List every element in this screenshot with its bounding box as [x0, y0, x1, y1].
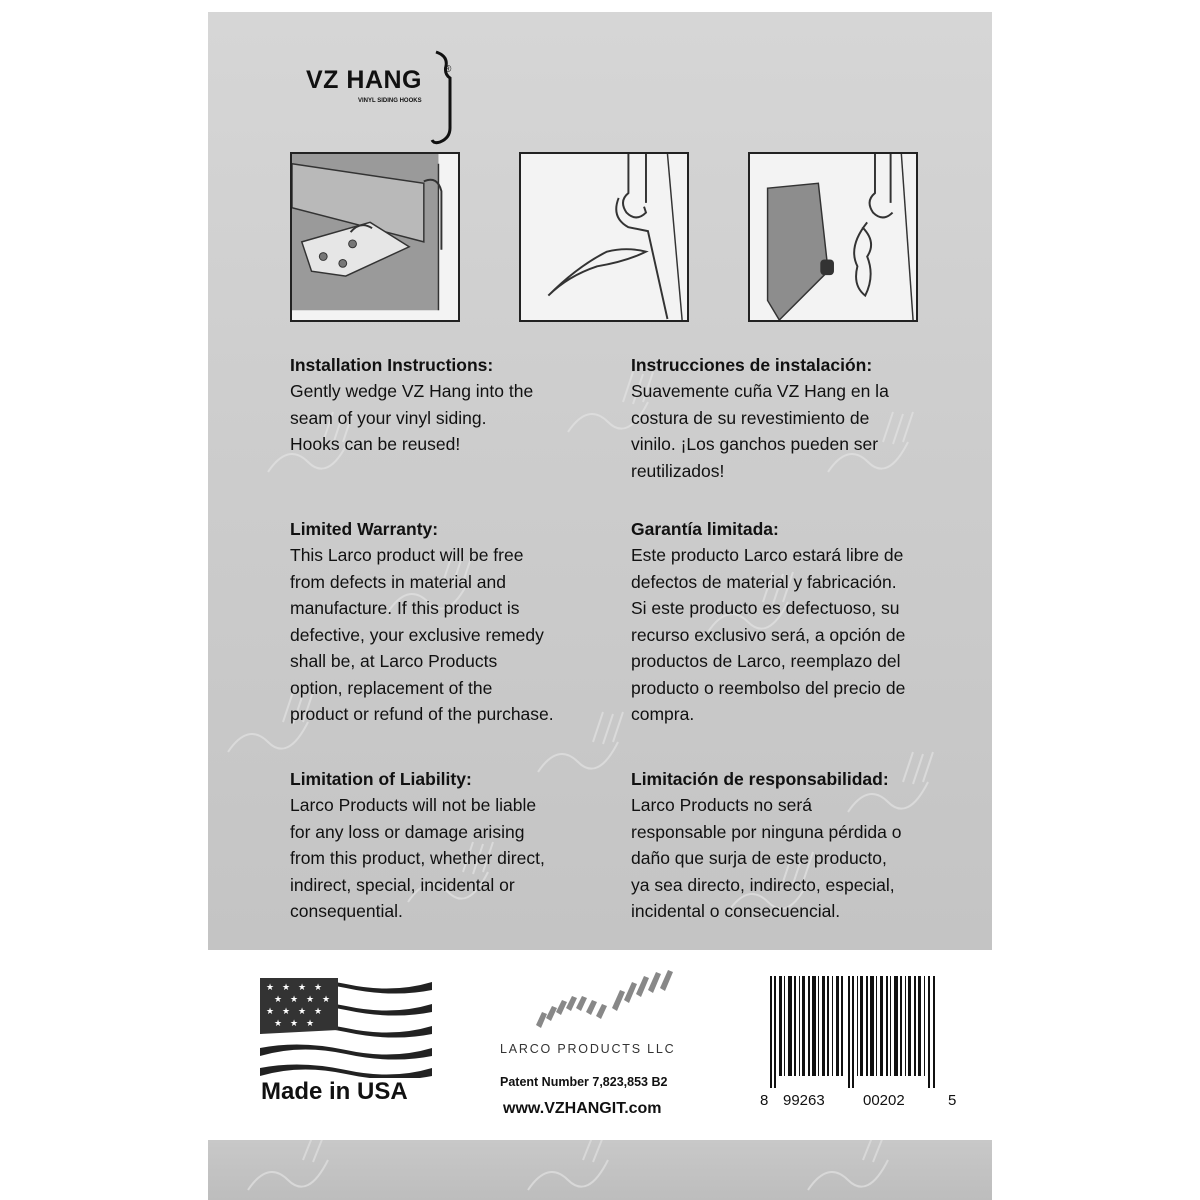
barcode-digit-group: 8 [760, 1092, 769, 1109]
installation-line: Suavemente cuña VZ Hang en la [631, 381, 889, 401]
hook-installed-on-siding-icon [292, 154, 458, 320]
liability-title-es: Limitación de responsabilidad: [631, 769, 889, 789]
warranty-line: product or refund of the purchase. [290, 704, 554, 724]
brand-logo-subtitle: VINYL SIDING HOOKS [358, 98, 422, 104]
diagram-panel-1 [290, 152, 460, 322]
us-flag-icon [260, 978, 432, 1078]
installation-section-es [631, 352, 961, 484]
svg-text:★: ★ [314, 983, 323, 993]
liability-line: indirect, special, incidental or [290, 874, 515, 895]
svg-text:★: ★ [290, 1019, 299, 1029]
warranty-line: productos de Larco, reemplazo del [631, 651, 901, 671]
svg-text:★: ★ [290, 995, 299, 1005]
warranty-line: option, replacement of the [290, 677, 493, 698]
liability-line: for any loss or damage arising [290, 821, 525, 842]
warranty-line: Este producto Larco estará libre de [631, 545, 904, 565]
company-name: LARCO PRODUCTS LLC [500, 1042, 676, 1056]
barcode-icon [770, 976, 940, 1088]
installation-line: Gently wedge VZ Hang into the [290, 381, 534, 401]
installation-line: seam of your vinyl siding. [290, 407, 487, 428]
liability-line: incidental o consecuencial. [631, 901, 841, 921]
warranty-line: recurso exclusivo será, a opción de [631, 624, 906, 645]
liability-title-en: Limitation of Liability: [290, 769, 472, 789]
bottom-watermark-strip [208, 1140, 992, 1200]
warranty-line: manufacture. If this product is [290, 598, 520, 618]
website-url: www.VZHANGIT.com [503, 1100, 662, 1117]
svg-text:★: ★ [306, 1019, 315, 1029]
installation-section-en [290, 352, 620, 458]
warranty-line: from defects in material and [290, 571, 506, 592]
warranty-line: compra. [631, 704, 695, 724]
warranty-section-es [631, 516, 961, 728]
registered-mark: ® [444, 64, 452, 75]
warranty-line: This Larco product will be free [290, 545, 524, 565]
barcode-digit-group: 5 [948, 1092, 957, 1109]
warranty-line: shall be, at Larco Products [290, 651, 498, 671]
warranty-line: producto o reembolso del precio de [631, 677, 906, 698]
hook-wedged-into-seam-icon [521, 154, 687, 320]
vz-hang-hook-logo-icon [308, 40, 478, 150]
svg-text:★: ★ [314, 1007, 323, 1017]
installation-line: costura de su revestimiento de [631, 407, 870, 428]
svg-text:★: ★ [266, 983, 275, 993]
larco-logo-icon [534, 970, 684, 1045]
svg-text:★: ★ [282, 983, 291, 993]
svg-text:★: ★ [306, 995, 315, 1005]
installation-line: reutilizados! [631, 460, 725, 481]
svg-text:★: ★ [274, 1019, 283, 1029]
brand-logo-text: VZ HANG [306, 66, 422, 94]
svg-text:★: ★ [298, 1007, 307, 1017]
liability-section-en [290, 766, 620, 925]
svg-text:★: ★ [274, 995, 283, 1005]
larco-watermark-pattern [208, 1140, 992, 1200]
barcode-digit-group: 00202 [863, 1092, 905, 1109]
liability-line: responsable por ninguna pérdida o [631, 821, 902, 842]
warranty-title-en: Limited Warranty: [290, 519, 439, 539]
liability-line: from this product, whether direct, [290, 848, 545, 868]
barcode-digit-group: 99263 [783, 1092, 825, 1109]
liability-line: Larco Products will not be liable [290, 795, 537, 815]
diagram-panel-3 [748, 152, 918, 322]
svg-text:★: ★ [266, 1007, 275, 1017]
installation-line: Hooks can be reused! [290, 434, 461, 454]
liability-line: daño que surja de este producto, [631, 848, 887, 868]
made-in-usa-text: Made in USA [261, 1078, 408, 1105]
warranty-section-en [290, 516, 620, 728]
hook-holding-sign-icon [750, 154, 916, 320]
installation-line: vinilo. ¡Los ganchos pueden ser [631, 434, 879, 454]
patent-number: Patent Number 7,823,853 B2 [500, 1075, 668, 1089]
svg-text:★: ★ [322, 995, 331, 1005]
liability-line: ya sea directo, indirecto, especial, [631, 874, 895, 895]
footer-panel [208, 950, 992, 1122]
liability-line: consequential. [290, 901, 403, 921]
liability-section-es [631, 766, 961, 925]
installation-title-es: Instrucciones de instalación: [631, 355, 873, 375]
warranty-line: defective, your exclusive remedy [290, 624, 544, 645]
liability-line: Larco Products no será [631, 795, 812, 815]
warranty-title-es: Garantía limitada: [631, 519, 779, 539]
warranty-line: defectos de material y fabricación. [631, 571, 897, 592]
svg-text:★: ★ [298, 983, 307, 993]
svg-text:★: ★ [282, 1007, 291, 1017]
product-card [208, 12, 992, 950]
diagram-panel-2 [519, 152, 689, 322]
warranty-line: Si este producto es defectuoso, su [631, 598, 900, 618]
installation-title-en: Installation Instructions: [290, 355, 494, 375]
